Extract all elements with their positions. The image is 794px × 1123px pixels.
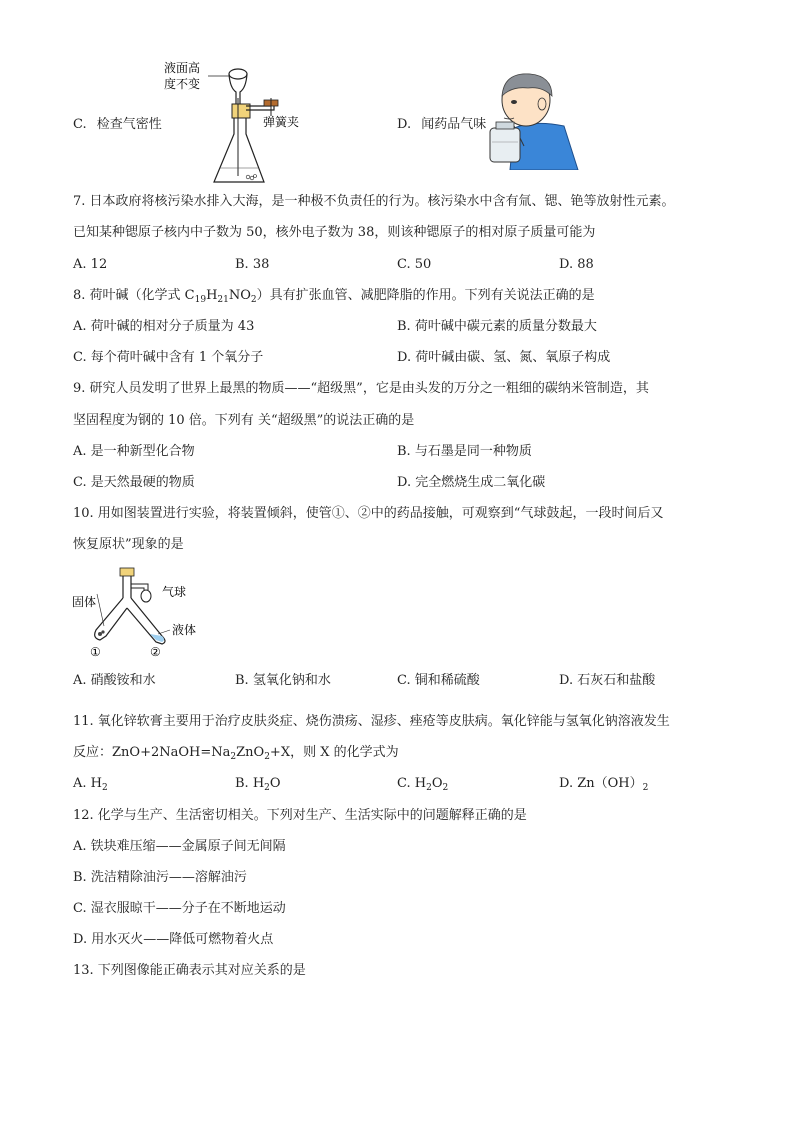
option-text: 完全燃烧生成二氧化碳 bbox=[415, 475, 546, 490]
q11-stem-part: ZnO bbox=[236, 745, 265, 760]
q9-option-b bbox=[397, 444, 532, 460]
option-subscript: 2 bbox=[426, 783, 432, 793]
q9-stem-line1: 9. 研究人员发明了世界上最黑的物质——“超级黑”，它是由头发的万分之一粗细的碳纳米管制造，其 bbox=[73, 381, 649, 396]
option-letter: C. bbox=[73, 901, 87, 916]
q9-option-a bbox=[73, 444, 195, 460]
option-text: H bbox=[414, 776, 427, 791]
q10-stem-line1: 10. 用如图装置进行实验，将装置倾斜，使管①、②中的药品接触，可观察到“气球鼓起，一段时间后又 bbox=[73, 506, 664, 521]
q11-option-d bbox=[559, 776, 648, 796]
fig-balloon-label: 气球 bbox=[162, 585, 187, 599]
option-text: 石灰石和盐酸 bbox=[577, 673, 656, 688]
fig-tube1-label: ① bbox=[90, 645, 101, 659]
option-letter: C. bbox=[73, 350, 87, 365]
fig-clamp-label: 弹簧夹 bbox=[263, 115, 300, 129]
option-letter: C. bbox=[397, 673, 411, 688]
q7-option-d bbox=[559, 257, 594, 273]
q11-option-b bbox=[235, 776, 281, 796]
q8-stem-part: NO bbox=[228, 288, 251, 303]
q10-option-c bbox=[397, 673, 480, 689]
option-text: O bbox=[269, 776, 281, 791]
fig-liquid-label: 液体 bbox=[172, 623, 197, 637]
option-text: 12 bbox=[90, 257, 108, 272]
smelling-figure bbox=[484, 66, 580, 170]
y-tube-figure bbox=[70, 564, 220, 660]
option-text: 荷叶碱由碳、氢、氮、氧原子构成 bbox=[415, 350, 611, 365]
q11-stem-part: +X，则 X 的化学式为 bbox=[269, 745, 399, 760]
option-text: 氢氧化钠和水 bbox=[252, 673, 331, 688]
option-text: 38 bbox=[252, 257, 270, 272]
airtightness-figure bbox=[160, 58, 300, 190]
option-letter: A. bbox=[73, 839, 87, 854]
q6-option-c bbox=[73, 117, 162, 133]
option-subscript: 2 bbox=[442, 783, 449, 793]
q8-stem-part: ）具有扩张血管、减肥降脂的作用。下列有关说法正确的是 bbox=[256, 288, 595, 303]
option-text: 50 bbox=[414, 257, 432, 272]
option-letter: B. bbox=[73, 870, 87, 885]
option-text: 用水灭火——降低可燃物着火点 bbox=[91, 932, 274, 947]
option-text: Zn（OH） bbox=[577, 776, 643, 791]
option-text: 是一种新型化合物 bbox=[90, 444, 195, 459]
q12-stem: 12. 化学与生产、生活密切相关。下列对生产、生活实际中的问题解释正确的是 bbox=[73, 808, 527, 823]
q11-subscript: 2 bbox=[264, 752, 270, 762]
q11-stem-line2 bbox=[73, 745, 399, 765]
option-subscript: 2 bbox=[264, 783, 270, 793]
fig-tube2-label: ② bbox=[150, 645, 161, 659]
q7-stem-line2: 已知某种锶原子核内中子数为 50，核外电子数为 38，则该种锶原子的相对原子质量可能为 bbox=[73, 225, 596, 240]
q8-subscript: 21 bbox=[217, 295, 229, 305]
option-letter: D. bbox=[397, 475, 412, 490]
q7-stem-line1: 7. 日本政府将核污染水排入大海，是一种极不负责任的行为。核污染水中含有氚、锶、铯等放射性元素。 bbox=[73, 194, 675, 209]
q10-option-a bbox=[73, 673, 156, 689]
option-letter: C. bbox=[397, 776, 411, 791]
option-text: 荷叶碱的相对分子质量为 43 bbox=[90, 319, 255, 334]
q12-option-a bbox=[73, 839, 286, 855]
option-text: 湿衣服晾干——分子在不断地运动 bbox=[90, 901, 286, 916]
option-text: H bbox=[252, 776, 265, 791]
q8-stem bbox=[73, 288, 595, 308]
option-text: 是天然最硬的物质 bbox=[90, 475, 195, 490]
option-text: 每个荷叶碱中含有 1 个氧分子 bbox=[90, 350, 264, 365]
q9-stem-line2: 坚固程度为钢的 10 倍。下列有 关“超级黑”的说法正确的是 bbox=[73, 413, 415, 428]
option-letter: C. bbox=[397, 257, 411, 272]
option-letter: D. bbox=[559, 673, 574, 688]
q8-stem-part: 8. 荷叶碱（化学式 C bbox=[73, 288, 195, 303]
option-text: H bbox=[90, 776, 103, 791]
option-letter: B. bbox=[235, 257, 249, 272]
fig-liquid-label-2: 度不变 bbox=[164, 77, 201, 91]
q11-stem-part: 反应：ZnO+2NaOH=Na bbox=[73, 745, 231, 760]
q10-option-b bbox=[235, 673, 331, 689]
q8-subscript: 19 bbox=[194, 295, 207, 305]
option-letter: B. bbox=[397, 444, 411, 459]
option-letter: D. bbox=[397, 350, 412, 365]
q9-option-d bbox=[397, 475, 545, 491]
q6-option-c-text: 检查气密性 bbox=[96, 117, 162, 132]
q6-option-d-letter: D. bbox=[397, 117, 412, 132]
option-text: 硝酸铵和水 bbox=[90, 673, 156, 688]
option-letter: B. bbox=[235, 776, 249, 791]
option-letter: C. bbox=[73, 475, 87, 490]
q10-option-d bbox=[559, 673, 655, 689]
q9-option-c bbox=[73, 475, 195, 491]
option-text: 洗洁精除油污——溶解油污 bbox=[90, 870, 247, 885]
option-text: O bbox=[431, 776, 443, 791]
q8-option-c bbox=[73, 350, 263, 366]
option-letter: D. bbox=[73, 932, 88, 947]
q11-option-a bbox=[73, 776, 108, 796]
option-subscript: 2 bbox=[102, 783, 108, 793]
q8-stem-part: H bbox=[206, 288, 218, 303]
q11-subscript: 2 bbox=[230, 752, 237, 762]
option-letter: D. bbox=[559, 257, 574, 272]
option-letter: D. bbox=[559, 776, 574, 791]
q7-option-a bbox=[73, 257, 107, 273]
q12-option-b bbox=[73, 870, 247, 886]
q8-option-b bbox=[397, 319, 597, 335]
option-letter: A. bbox=[73, 444, 87, 459]
option-text: 荷叶碱中碳元素的质量分数最大 bbox=[414, 319, 597, 334]
q13-stem: 13. 下列图像能正确表示其对应关系的是 bbox=[73, 963, 306, 978]
option-letter: A. bbox=[73, 673, 87, 688]
option-letter: B. bbox=[397, 319, 411, 334]
q7-option-c bbox=[397, 257, 431, 273]
option-letter: A. bbox=[73, 257, 87, 272]
q7-option-b bbox=[235, 257, 269, 273]
q10-stem-line2: 恢复原状”现象的是 bbox=[73, 537, 184, 552]
option-letter: B. bbox=[235, 673, 249, 688]
q6-option-c-letter: C. bbox=[73, 117, 87, 132]
q8-option-d bbox=[397, 350, 610, 366]
option-letter: A. bbox=[73, 776, 87, 791]
option-text: 88 bbox=[577, 257, 594, 272]
q6-option-d bbox=[397, 117, 486, 133]
q11-option-c bbox=[397, 776, 448, 796]
option-subscript: 2 bbox=[642, 783, 649, 793]
option-letter: A. bbox=[73, 319, 87, 334]
option-text: 铁块难压缩——金属原子间无间隔 bbox=[90, 839, 286, 854]
q8-option-a bbox=[73, 319, 254, 335]
q12-option-d bbox=[73, 932, 273, 948]
q11-stem-line1: 11. 氧化锌软膏主要用于治疗皮肤炎症、烧伤溃疡、湿疹、痤疮等皮肤病。氧化锌能与氢氧化钠溶液发生 bbox=[73, 714, 670, 729]
option-text: 与石墨是同一种物质 bbox=[414, 444, 532, 459]
fig-solid-label: 固体 bbox=[72, 595, 97, 609]
fig-liquid-label-1: 液面高 bbox=[164, 61, 201, 75]
q6-option-d-text: 闻药品气味 bbox=[421, 117, 487, 132]
q8-subscript: 2 bbox=[250, 295, 257, 305]
q12-option-c bbox=[73, 901, 286, 917]
option-text: 铜和稀硫酸 bbox=[414, 673, 480, 688]
